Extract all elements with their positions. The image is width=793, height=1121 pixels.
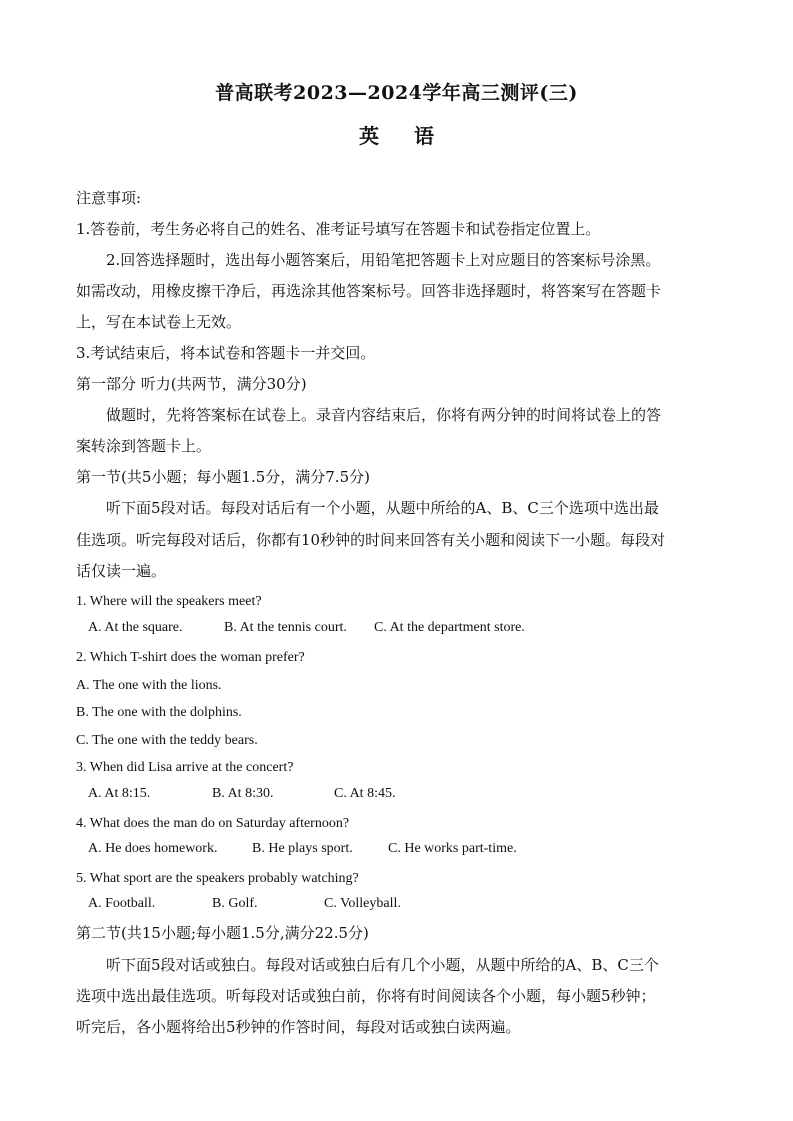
question-5-option-c: C. Volleyball.	[324, 896, 401, 911]
section1-intro-line-1: 听下面5段对话。每段对话后有一个小题，从题中所给的A、B、C三个选项中选出最	[106, 499, 659, 517]
exam-title: 普高联考2023—2024学年高三测评(三)	[215, 82, 578, 104]
question-4-option-b: B. He plays sport.	[252, 841, 353, 856]
notice-item-2-line-2: 如需改动，用橡皮擦干净后，再选涂其他答案标号。回答非选择题时，将答案写在答题卡	[76, 282, 662, 300]
notice-item-2-line-1: 2.回答选择题时，选出每小题答案后，用铅笔把答题卡上对应题目的答案标号涂黑。	[106, 251, 661, 269]
question-1-option-b: B. At the tennis court.	[224, 620, 347, 635]
notice-item-2-line-3: 上，写在本试卷上无效。	[76, 313, 242, 331]
section2-intro-line-1: 听下面5段对话或独白。每段对话或独白后有几个小题，从题中所给的A、B、C三个	[106, 956, 659, 974]
notice-item-3: 3.考试结束后，将本试卷和答题卡一并交回。	[76, 344, 376, 362]
question-3-option-c: C. At 8:45.	[334, 786, 396, 801]
question-4-option-a: A. He does homework.	[88, 841, 218, 856]
question-2-option-c: C. The one with the teddy bears.	[76, 733, 258, 748]
question-4-option-c: C. He works part-time.	[388, 841, 517, 856]
question-2-stem: 2. Which T-shirt does the woman prefer?	[76, 650, 305, 665]
part1-intro-line-1: 做题时，先将答案标在试卷上。录音内容结束后，你将有两分钟的时间将试卷上的答	[106, 406, 662, 424]
question-2-option-a: A. The one with the lions.	[76, 678, 222, 693]
question-1-option-c: C. At the department store.	[374, 620, 525, 635]
section2-heading: 第二节(共15小题;每小题1.5分,满分22.5分)	[76, 924, 369, 942]
question-1-stem: 1. Where will the speakers meet?	[76, 594, 262, 609]
section1-intro-line-3: 话仅读一遍。	[76, 562, 167, 580]
question-5-stem: 5. What sport are the speakers probably watching?	[76, 871, 359, 886]
question-4-stem: 4. What does the man do on Saturday afternoon?	[76, 816, 350, 831]
part1-heading: 第一部分 听力(共两节，满分30分)	[76, 375, 307, 393]
question-5-option-a: A. Football.	[88, 896, 156, 911]
notice-heading: 注意事项:	[76, 189, 142, 207]
section1-intro-line-2: 佳选项。听完每段对话后，你都有10秒钟的时间来回答有关小题和阅读下一小题。每段对	[76, 531, 666, 549]
section2-intro-line-3: 听完后，各小题将给出5秒钟的作答时间，每段对话或独白读两遍。	[76, 1018, 521, 1036]
question-2-option-b: B. The one with the dolphins.	[76, 705, 242, 720]
notice-item-1: 1.答卷前，考生务必将自己的姓名、准考证号填写在答题卡和试卷指定位置上。	[76, 220, 601, 238]
question-3-stem: 3. When did Lisa arrive at the concert?	[76, 760, 294, 775]
section2-intro-line-2: 选项中选出最佳选项。听每段对话或独白前，你将有时间阅读各个小题，每小题5秒钟；	[76, 987, 656, 1005]
subject-title: 英 语	[359, 124, 448, 148]
question-3-option-a: A. At 8:15.	[88, 786, 151, 801]
part1-intro-line-2: 案转涂到答题卡上。	[76, 437, 212, 455]
question-3-option-b: B. At 8:30.	[212, 786, 274, 801]
question-5-option-b: B. Golf.	[212, 896, 258, 911]
question-1-option-a: A. At the square.	[88, 620, 183, 635]
section1-heading: 第一节(共5小题；每小题1.5分，满分7.5分)	[76, 468, 370, 486]
